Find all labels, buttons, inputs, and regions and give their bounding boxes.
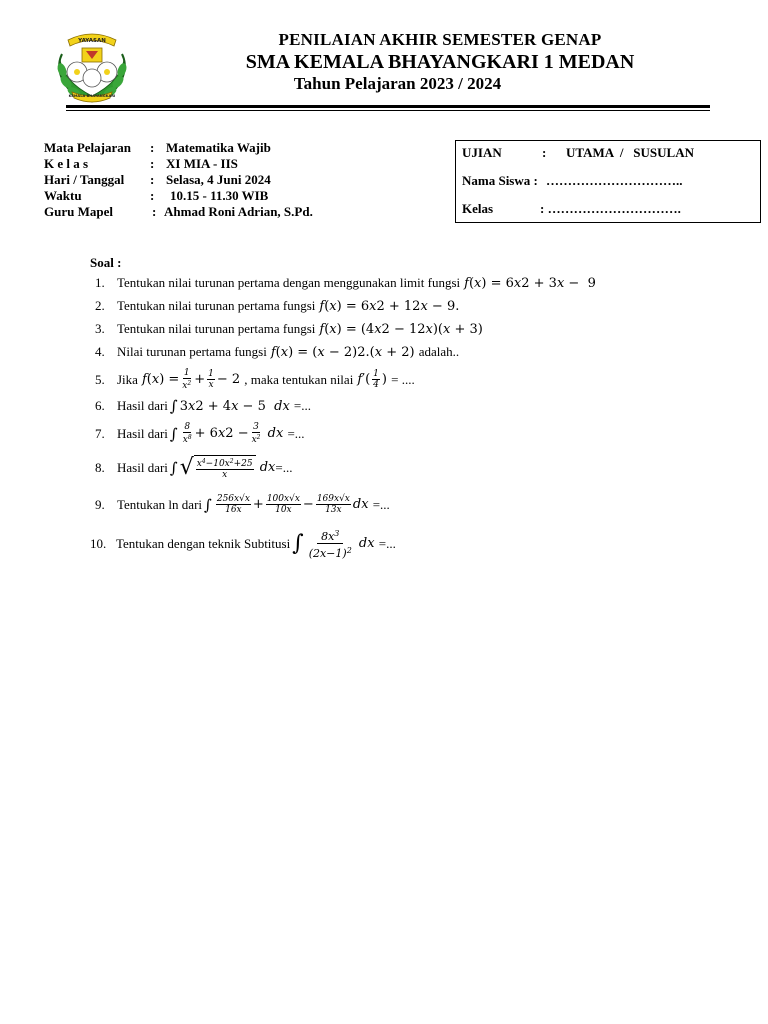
info-label: Mata Pelajaran xyxy=(44,140,132,155)
question-number: 2. xyxy=(95,298,105,313)
student-class-label: Kelas xyxy=(462,201,494,216)
integral-symbol: ∫ xyxy=(169,424,178,443)
question-suffix: =... xyxy=(275,459,293,475)
school-logo xyxy=(52,26,132,104)
question-text: Tentukan ln dari xyxy=(117,496,203,512)
math-expression: f xyxy=(270,344,276,360)
question-text: Tentukan nilai turunan pertama fungsi xyxy=(117,321,316,336)
info-colon: : xyxy=(150,156,155,171)
question-text: Tentukan nilai turunan pertama fungsi xyxy=(117,298,316,313)
header-rule-thin xyxy=(66,110,710,111)
student-name-field[interactable]: ………………………….. xyxy=(546,173,683,188)
question-text: Hasil dari xyxy=(117,425,168,441)
question-number: 6. xyxy=(95,398,105,413)
student-name-label: Nama Siswa : xyxy=(462,173,538,188)
question-text: Jika xyxy=(117,371,138,387)
question-suffix: =... xyxy=(287,425,305,441)
question-text: Hasil dari xyxy=(117,459,168,475)
question-number: 7. xyxy=(95,425,105,441)
info-value: Selasa, 4 Juni 2024 xyxy=(166,172,271,187)
question-suffix: =... xyxy=(372,496,390,512)
question-number: 4. xyxy=(95,344,105,359)
logo-text-top: YAYASAN xyxy=(78,38,106,44)
question-text: Hasil dari xyxy=(117,398,168,413)
question-middle: , maka tentukan nilai xyxy=(244,371,354,387)
info-value: XI MIA - IIS xyxy=(166,156,238,171)
question-7: 7. Hasil dari ∫ $\frac{8}{x^8}$ + 6 x 2 − $\frac{3}{x^2}$ dx =... xyxy=(95,422,305,445)
info-colon: : xyxy=(150,172,155,187)
academic-year: Tahun Pelajaran 2023 / 2024 xyxy=(293,74,502,93)
info-value: 10.15 - 11.30 WIB xyxy=(170,188,269,203)
question-8: 8. Hasil dari ∫ √ $\frac{x^4-10x^2+25}{x}$ dx =... xyxy=(95,455,293,480)
question-number: 8. xyxy=(95,459,105,475)
question-text: Tentukan nilai turunan pertama dengan menggunakan limit fungsi xyxy=(117,275,461,290)
question-suffix: = .... xyxy=(391,371,415,387)
question-suffix: =... xyxy=(378,535,396,551)
question-5: 5. Jika f ( x ) = $\frac{1}{x^2}$ + $\frac{1}{x}$ − 2 , maka tentukan nilai f ′( $\frac{1}{4}$ ) = .... xyxy=(95,368,415,391)
student-class-field[interactable]: : …………………………. xyxy=(540,201,681,216)
header-title: PENILAIAN AKHIR SEMESTER GENAP xyxy=(278,30,602,49)
question-number: 1. xyxy=(95,275,105,290)
question-1: 1. Tentukan nilai turunan pertama dengan menggunakan limit fungsi f ( x ) = 6 x 2 + 3 x − 9 xyxy=(95,275,596,291)
question-10: 10. Tentukan dengan teknik Subtitusi ∫ $\frac{8x^3}{(2x-1)^2}$ dx =... xyxy=(90,529,396,560)
question-6: 6. Hasil dari ∫ 3 x 2 + 4 x − 5 dx =... xyxy=(95,397,312,415)
question-4: 4. Nilai turunan pertama fungsi f ( x ) = ( x − 2) 2 .( x + 2) adalah.. xyxy=(95,344,460,360)
info-colon: : xyxy=(152,204,157,219)
question-number: 3. xyxy=(95,321,105,336)
integral-symbol: ∫ xyxy=(292,531,304,556)
info-label: Hari / Tanggal xyxy=(44,172,125,187)
exam-type-label: UJIAN xyxy=(462,145,502,160)
question-number: 10. xyxy=(90,535,107,551)
math-expression: f xyxy=(319,298,325,314)
question-text: Tentukan dengan teknik Subtitusi xyxy=(116,535,291,551)
question-text: Nilai turunan pertama fungsi xyxy=(117,344,267,359)
question-number: 5. xyxy=(95,371,105,387)
question-number: 9. xyxy=(95,496,105,512)
info-value: Matematika Wajib xyxy=(166,140,271,155)
info-label: Waktu xyxy=(44,188,82,203)
exam-type-value: UTAMA / SUSULAN xyxy=(566,145,694,160)
integral-symbol: ∫ xyxy=(169,397,178,415)
info-value: Ahmad Roni Adrian, S.Pd. xyxy=(164,204,313,219)
question-suffix: adalah.. xyxy=(418,344,460,359)
integral-symbol: ∫ xyxy=(204,495,212,514)
info-label: K e l a s xyxy=(44,156,89,171)
info-label: Guru Mapel xyxy=(44,204,113,219)
info-colon: : xyxy=(150,140,155,155)
info-colon: : xyxy=(150,188,155,203)
question-2: 2. Tentukan nilai turunan pertama fungsi f ( x ) = 6 x 2 + 12 x − 9. xyxy=(95,298,460,314)
questions-title: Soal : xyxy=(90,255,122,270)
exam-type-colon: : xyxy=(542,145,547,160)
math-expression: f xyxy=(464,275,469,291)
logo-text-bottom: KEMALA BHAYANGKARI xyxy=(68,94,116,98)
student-box xyxy=(455,140,761,223)
header-rule-thick xyxy=(66,105,710,108)
question-9: 9. Tentukan ln dari ∫ $\frac{256x√x}{16x}$ + $\frac{100x√x}{10x}$ − $\frac{169x√x}{13x}$ dx =... xyxy=(95,494,390,515)
school-name: SMA KEMALA BHAYANGKARI 1 MEDAN xyxy=(245,51,635,73)
square-root: √ $\frac{x^4-10x^2+25}{x}$ xyxy=(180,455,256,480)
question-3: 3. Tentukan nilai turunan pertama fungsi f ( x ) = (4 x 2 − 12 x )( x + 3) xyxy=(95,321,483,337)
math-expression: f xyxy=(319,321,325,337)
integral-symbol: ∫ xyxy=(169,458,178,477)
question-suffix: =... xyxy=(293,398,312,413)
math-expression: f xyxy=(141,372,147,387)
